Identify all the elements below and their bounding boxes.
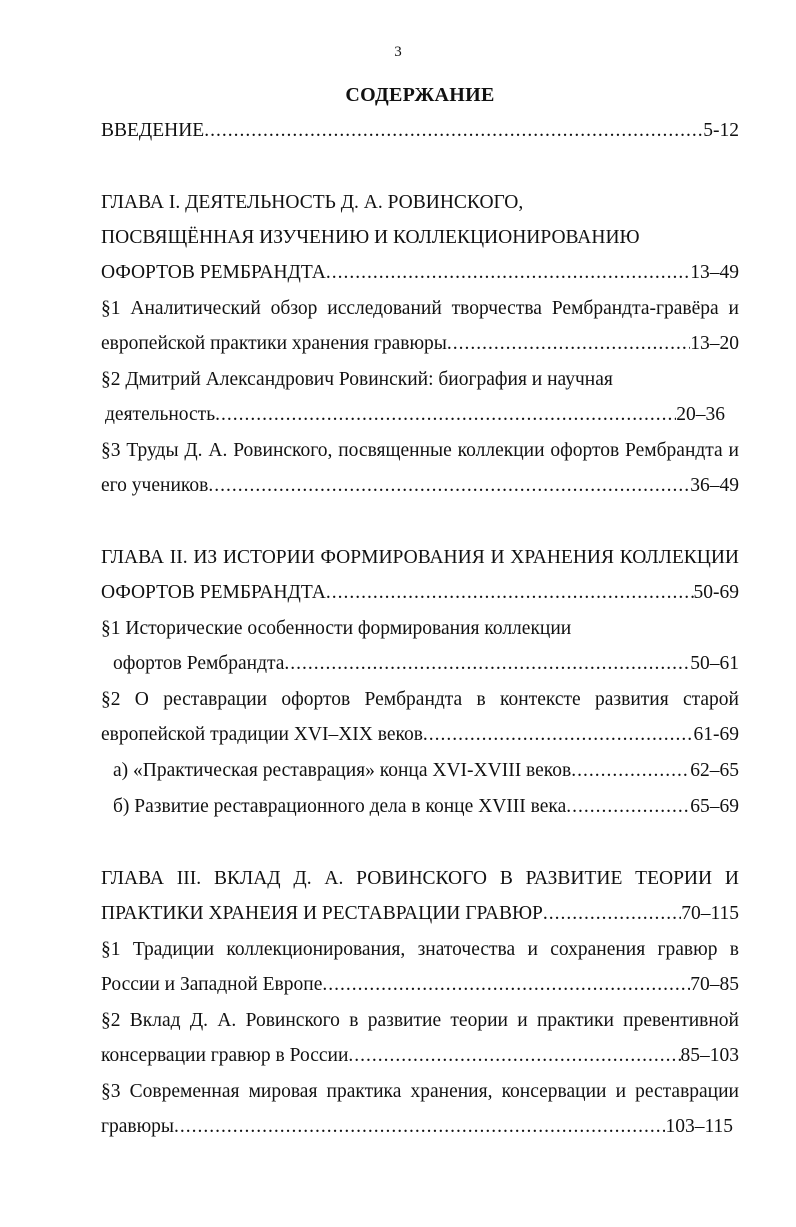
toc-entry-chapter-2-section-2[interactable] (101, 722, 739, 748)
toc-entry-title: ВВЕДЕНИЕ (101, 120, 205, 141)
toc-entry-chapter-1-section-1[interactable] (101, 331, 739, 357)
leader-dots (322, 972, 690, 998)
toc-entry-pages: 70–85 (690, 974, 739, 995)
chapter-1-heading-line2: ПОСВЯЩЁННАЯ ИЗУЧЕНИЮ И КОЛЛЕКЦИОНИРОВАНИЮ (101, 227, 640, 248)
leader-dots (348, 1043, 680, 1069)
leader-dots (423, 722, 694, 748)
toc-entry-chapter-2-section-1[interactable] (113, 651, 739, 677)
chapter-2-section-1-line1: §1 Исторические особенности формирования коллекции (101, 618, 572, 639)
page-title: СОДЕРЖАНИЕ (345, 84, 495, 106)
toc-entry-title: ОФОРТОВ РЕМБРАНДТА (101, 262, 326, 283)
toc-entry-title: консервации гравюр в России (101, 1045, 349, 1066)
toc-entry-chapter-3[interactable] (101, 901, 739, 927)
chapter-1-section-2-line1: §2 Дмитрий Александрович Ровинский: биография и научная (101, 369, 613, 390)
leader-dots (215, 402, 676, 428)
chapter-3-section-3-line1: §3 Современная мировая практика хранения, консервации и реставрации (101, 1081, 739, 1102)
toc-entry-chapter-2-item-a[interactable] (113, 758, 739, 784)
leader-dots (543, 901, 681, 927)
toc-entry-chapter-1-section-3[interactable] (101, 473, 739, 499)
toc-entry-chapter-1-section-2[interactable] (105, 402, 725, 428)
chapter-1-heading-line1: ГЛАВА I. ДЕЯТЕЛЬНОСТЬ Д. А. РОВИНСКОГО, (101, 192, 524, 213)
toc-entry-pages: 50–61 (690, 653, 739, 674)
toc-entry-title: европейской практики хранения гравюры (101, 333, 447, 354)
toc-entry-pages: 85–103 (680, 1045, 739, 1066)
toc-entry-title: его учеников (101, 475, 209, 496)
leader-dots (566, 794, 690, 820)
chapter-3-section-1-line1: §1 Традиции коллекционирования, знаточества и сохранения гравюр в (101, 939, 739, 960)
chapter-1-section-3-line1: §3 Труды Д. А. Ровинского, посвященные коллекции офортов Рембрандта и (101, 440, 739, 461)
toc-entry-chapter-3-section-3[interactable] (101, 1114, 733, 1140)
toc-entry-chapter-1[interactable] (101, 260, 739, 286)
toc-entry-title: деятельность (105, 404, 216, 425)
toc-entry-title: ОФОРТОВ РЕМБРАНДТА (101, 582, 326, 603)
toc-entry-chapter-3-section-1[interactable] (101, 972, 739, 998)
chapter-3-section-2-line1: §2 Вклад Д. А. Ровинского в развитие теории и практики превентивной (101, 1010, 739, 1031)
leader-dots (326, 580, 694, 606)
leader-dots (447, 331, 690, 357)
leader-dots (326, 260, 690, 286)
toc-entry-chapter-2[interactable] (101, 580, 739, 606)
toc-entry-title: гравюры (101, 1116, 175, 1137)
page-number: 3 (394, 44, 402, 60)
toc-entry-pages: 20–36 (676, 404, 725, 425)
toc-entry-pages: 36–49 (690, 475, 739, 496)
toc-entry-pages: 50-69 (693, 582, 739, 603)
toc-entry-title: ПРАКТИКИ ХРАНЕИЯ И РЕСТАВРАЦИИ ГРАВЮР (101, 903, 543, 924)
chapter-3-heading-line1: ГЛАВА III. ВКЛАД Д. А. РОВИНСКОГО В РАЗВИТИЕ ТЕОРИИ И (101, 868, 739, 889)
leader-dots (208, 473, 690, 499)
toc-entry-pages: 61-69 (693, 724, 739, 745)
chapter-2-heading-line1: ГЛАВА II. ИЗ ИСТОРИИ ФОРМИРОВАНИЯ И ХРАНЕНИЯ КОЛЛЕКЦИИ (101, 547, 739, 568)
toc-entry-title: европейской традиции XVI–XIX веков (101, 724, 423, 745)
toc-entry-pages: 62–65 (690, 760, 739, 781)
toc-entry-pages: 13–49 (690, 262, 739, 283)
chapter-1-section-1-line1: §1 Аналитический обзор исследований творчества Рембрандта-гравёра и (101, 298, 739, 319)
chapter-2-section-2-line1: §2 О реставрации офортов Рембрандта в контексте развития старой (101, 689, 739, 710)
toc-entry-pages: 13–20 (690, 333, 739, 354)
toc-entry-pages: 65–69 (690, 796, 739, 817)
toc-entry-title: офортов Рембрандта (113, 653, 285, 674)
leader-dots (204, 118, 703, 144)
leader-dots (174, 1114, 665, 1140)
toc-entry-title: б) Развитие реставрационного дела в конце XVIII века (113, 796, 567, 817)
toc-entry-pages: 70–115 (681, 903, 739, 924)
toc-entry-chapter-2-item-b[interactable] (113, 794, 739, 820)
toc-entry-chapter-3-section-2[interactable] (101, 1043, 739, 1069)
leader-dots (284, 651, 690, 677)
toc-entry-title: России и Западной Европе (101, 974, 323, 995)
toc-entry-pages: 103–115 (665, 1116, 733, 1137)
toc-entry-pages: 5-12 (703, 120, 739, 141)
toc-entry-intro[interactable] (101, 118, 739, 144)
toc-entry-title: а) «Практическая реставрация» конца XVI-XVIII веков (113, 760, 572, 781)
leader-dots (571, 758, 690, 784)
